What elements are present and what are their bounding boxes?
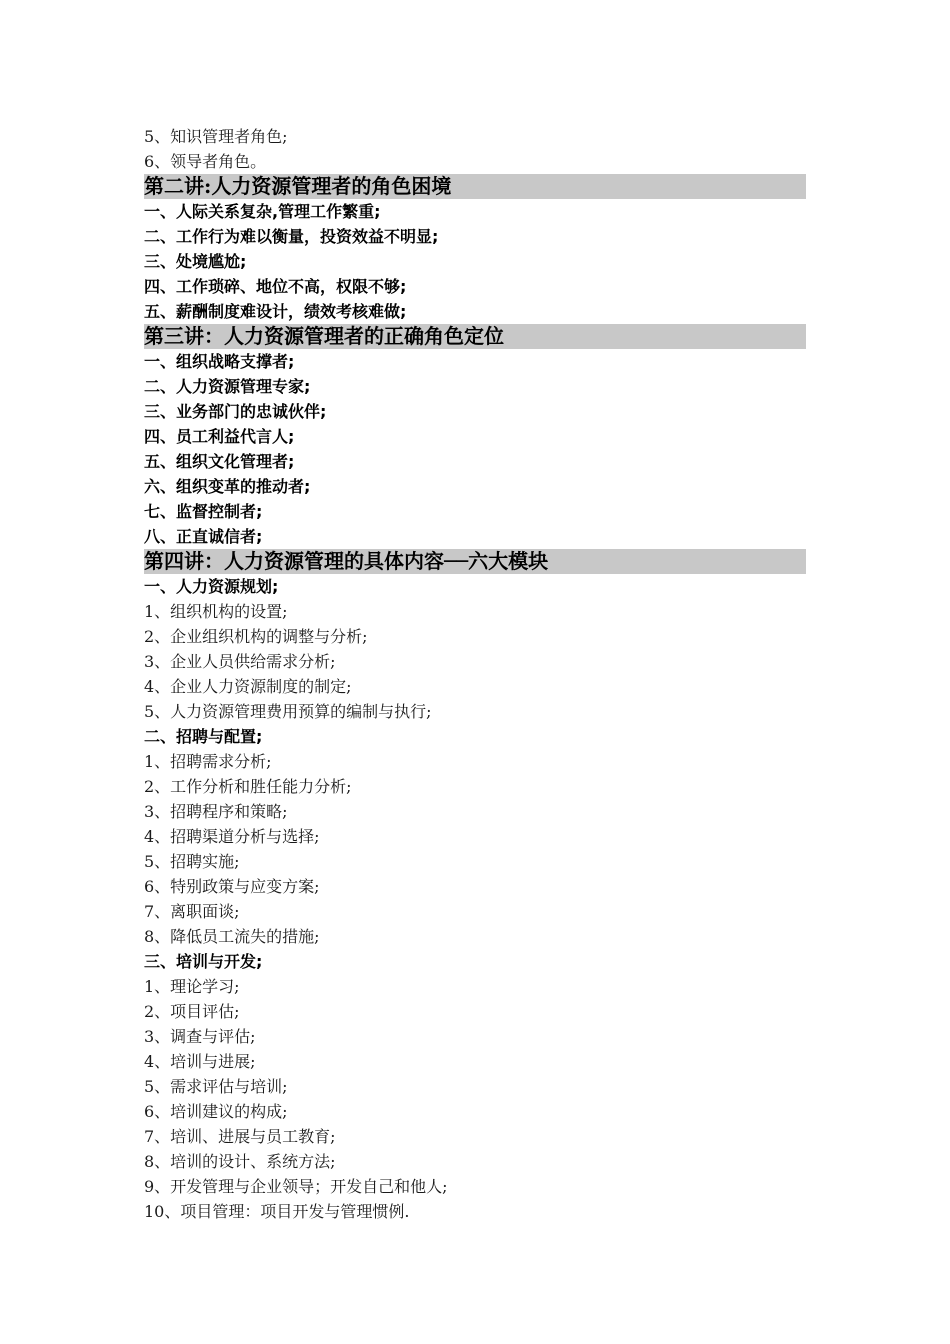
list-item: 5、知识管理者角色; xyxy=(144,127,288,146)
list-item-bold: 六、组织变革的推动者; xyxy=(144,477,311,496)
list-item-bold: 二、招聘与配置; xyxy=(144,727,263,746)
list-item: 8、降低员工流失的措施; xyxy=(144,927,320,946)
list-item: 4、培训与进展; xyxy=(144,1052,256,1071)
list-item-bold: 七、监督控制者; xyxy=(144,502,263,521)
list-item-bold: 三、业务部门的忠诚伙伴; xyxy=(144,402,327,421)
list-item-bold: 一、组织战略支撑者; xyxy=(144,352,295,371)
list-item: 7、培训、进展与员工教育; xyxy=(144,1127,336,1146)
list-item-bold: 五、组织文化管理者; xyxy=(144,452,295,471)
list-item-bold: 三、处境尴尬; xyxy=(144,252,247,271)
section-heading: 第二讲:人力资源管理者的角色困境 xyxy=(144,174,806,199)
list-item: 2、工作分析和胜任能力分析; xyxy=(144,777,352,796)
section-heading: 第三讲：人力资源管理者的正确角色定位 xyxy=(144,324,806,349)
list-item: 5、招聘实施; xyxy=(144,852,240,871)
document-body xyxy=(144,124,806,1224)
list-item: 3、企业人员供给需求分析; xyxy=(144,652,336,671)
list-item-bold: 一、人际关系复杂,管理工作繁重; xyxy=(144,202,381,221)
list-item-bold: 一、人力资源规划; xyxy=(144,577,279,596)
list-item: 6、领导者角色。 xyxy=(144,152,267,171)
list-item: 8、培训的设计、系统方法; xyxy=(144,1152,336,1171)
section-heading: 第四讲：人力资源管理的具体内容──六大模块 xyxy=(144,549,806,574)
list-item-bold: 四、工作琐碎、地位不高，权限不够; xyxy=(144,277,407,296)
list-item: 5、需求评估与培训; xyxy=(144,1077,288,1096)
list-item: 9、开发管理与企业领导；开发自己和他人; xyxy=(144,1177,448,1196)
list-item: 10、项目管理：项目开发与管理惯例. xyxy=(144,1202,410,1221)
list-item: 5、人力资源管理费用预算的编制与执行; xyxy=(144,702,432,721)
list-item: 2、项目评估; xyxy=(144,1002,240,1021)
list-item-bold: 八、正直诚信者; xyxy=(144,527,263,546)
list-item: 1、组织机构的设置; xyxy=(144,602,288,621)
list-item-bold: 二、人力资源管理专家; xyxy=(144,377,311,396)
list-item-bold: 三、培训与开发; xyxy=(144,952,263,971)
list-item: 6、特别政策与应变方案; xyxy=(144,877,320,896)
list-item: 4、招聘渠道分析与选择; xyxy=(144,827,320,846)
list-item: 3、招聘程序和策略; xyxy=(144,802,288,821)
list-item: 7、离职面谈; xyxy=(144,902,240,921)
list-item-bold: 二、工作行为难以衡量，投资效益不明显; xyxy=(144,227,439,246)
list-item: 6、培训建议的构成; xyxy=(144,1102,288,1121)
list-item-bold: 五、薪酬制度难设计，绩效考核难做; xyxy=(144,302,407,321)
list-item-bold: 四、员工利益代言人; xyxy=(144,427,295,446)
list-item: 1、理论学习; xyxy=(144,977,240,996)
list-item: 2、企业组织机构的调整与分析; xyxy=(144,627,368,646)
list-item: 4、企业人力资源制度的制定; xyxy=(144,677,352,696)
list-item: 1、招聘需求分析; xyxy=(144,752,272,771)
list-item: 3、调查与评估; xyxy=(144,1027,256,1046)
